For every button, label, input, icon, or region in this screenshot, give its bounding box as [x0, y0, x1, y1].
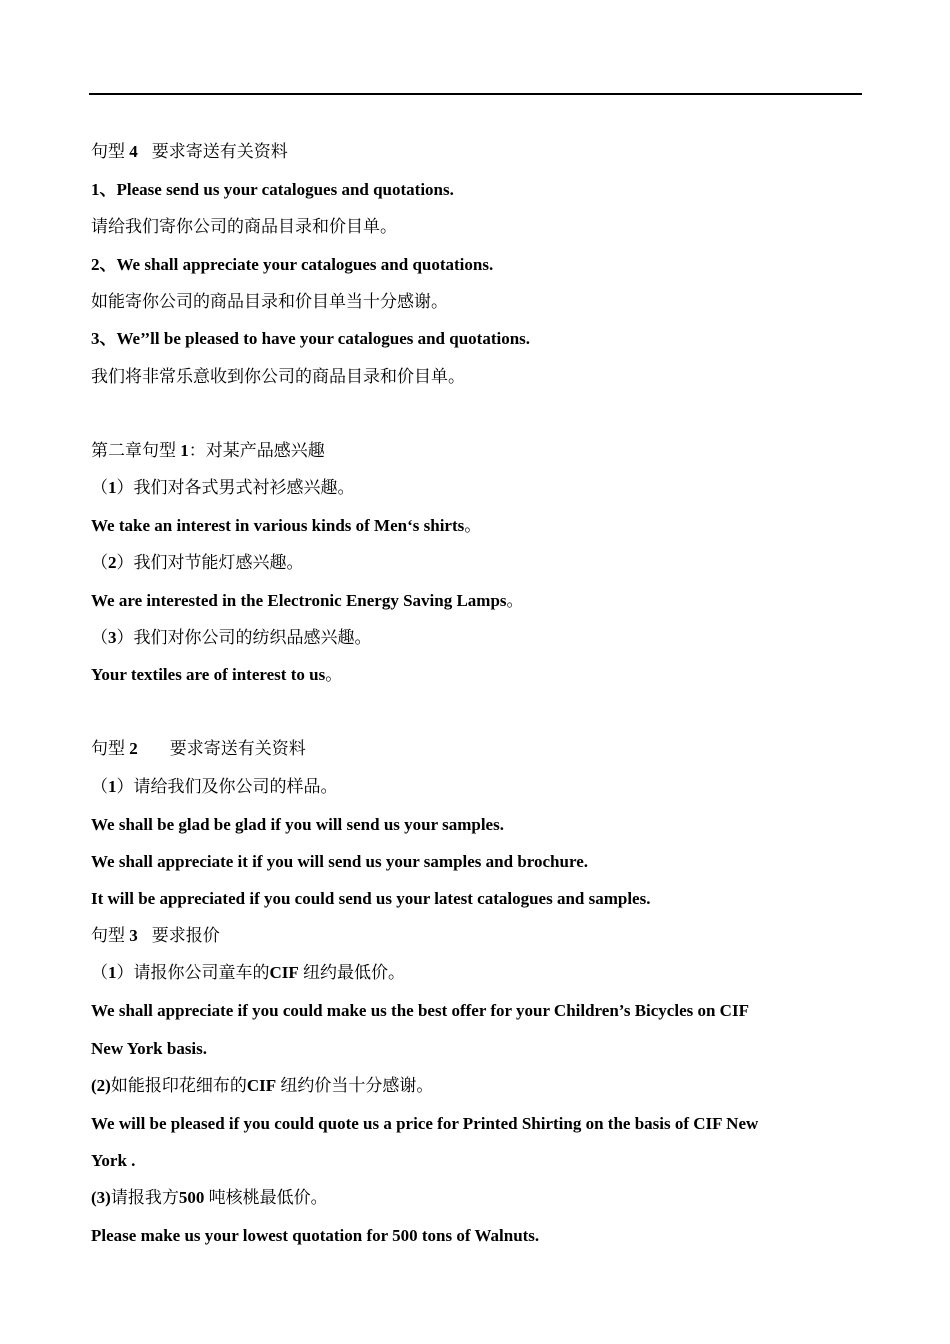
item-chinese: 吨核桃最低价。: [208, 1188, 328, 1207]
chinese-sentence: 我们将非常乐意收到你公司的商品目录和价目单。: [91, 367, 465, 386]
heading-separator: ：: [188, 441, 206, 460]
english-sentence: New York basis.: [91, 1039, 208, 1058]
item-number: (3): [91, 1188, 111, 1207]
english-sentence: [91, 179, 871, 201]
heading-number: 1: [180, 441, 189, 460]
english-sentence: [91, 664, 871, 686]
english-sentence: We shall be glad be glad if you will send us your samples.: [91, 815, 504, 834]
heading-text: 对某产品感兴趣: [205, 441, 325, 460]
section-heading-4: [91, 141, 871, 163]
item-chinese: 请报你公司童车的: [133, 963, 270, 982]
item-number: 1: [108, 478, 117, 497]
item-english: We are interested in the Electronic Energy Saving Lamps: [91, 591, 507, 610]
english-sentence: [91, 328, 871, 350]
paren-close: ）: [116, 777, 134, 796]
item-number: 1、: [91, 180, 117, 199]
item-chinese: 请给我们及你公司的样品。: [133, 777, 338, 796]
chinese-sentence: [91, 552, 871, 574]
item-number: 2: [108, 553, 117, 572]
heading-text: 要求寄送有关资料: [169, 739, 306, 758]
item-chinese: 纽约最低价。: [303, 963, 406, 982]
paren-open: （: [91, 777, 108, 796]
english-sentence: Please make us your lowest quotation for 500 tons of Walnuts.: [91, 1226, 540, 1245]
paren-close: ）: [116, 628, 134, 647]
item-number: 2、: [91, 255, 117, 274]
cif-term: CIF: [246, 1076, 277, 1095]
quantity: 500: [178, 1188, 205, 1207]
item-number: 3、: [91, 329, 117, 348]
heading-number: 4: [129, 142, 138, 161]
english-sentence: It will be appreciated if you could send us your latest catalogues and samples.: [91, 889, 651, 908]
item-english: We take an interest in various kinds of Men‘s shirts: [91, 516, 465, 535]
item-english: We’’ll be pleased to have your catalogues and quotations.: [116, 329, 531, 348]
paren-close: ）: [116, 553, 134, 572]
heading-prefix: 句型: [91, 142, 125, 161]
chinese-sentence: [91, 1075, 871, 1097]
item-chinese: 如能报印花细布的: [110, 1076, 247, 1095]
heading-text: 要求报价: [151, 926, 220, 945]
item-english: Please send us your catalogues and quotations.: [116, 180, 454, 199]
paren-open: （: [91, 553, 108, 572]
heading-number: 2: [129, 739, 138, 758]
cif-term: CIF: [269, 963, 299, 982]
item-chinese: 我们对节能灯感兴趣。: [133, 553, 304, 572]
item-number: 1: [108, 963, 117, 982]
chinese-sentence: [91, 776, 871, 798]
paren-open: （: [91, 963, 108, 982]
paren-open: （: [91, 478, 108, 497]
sentence-end: 。: [325, 665, 343, 684]
item-number: (2): [91, 1076, 111, 1095]
item-chinese: 请报我方: [110, 1188, 179, 1207]
item-number: 3: [108, 628, 117, 647]
heading-prefix: 第二章句型: [91, 441, 176, 460]
item-english: We shall appreciate your catalogues and quotations.: [116, 255, 494, 274]
section-heading-2: [91, 738, 871, 760]
section-heading-3: [91, 925, 871, 947]
item-chinese: 我们对你公司的纺织品感兴趣。: [133, 628, 372, 647]
english-sentence: We will be pleased if you could quote us a price for Printed Shirting on the basis of CIF New: [91, 1114, 759, 1133]
item-chinese: 纽约价当十分感谢。: [280, 1076, 434, 1095]
sentence-end: 。: [506, 591, 524, 610]
english-sentence: We shall appreciate it if you will send us your samples and brochure.: [91, 852, 589, 871]
header-rule: [89, 93, 862, 95]
heading-number: 3: [129, 926, 138, 945]
chinese-sentence: [91, 1187, 871, 1209]
english-sentence: [91, 515, 871, 537]
english-sentence: [91, 254, 871, 276]
heading-prefix: 句型: [91, 926, 125, 945]
item-english: Your textiles are of interest to us: [91, 665, 326, 684]
english-sentence: [91, 590, 871, 612]
paren-close: ）: [116, 478, 134, 497]
chinese-sentence: [91, 627, 871, 649]
sentence-end: 。: [464, 516, 482, 535]
chinese-sentence: 如能寄你公司的商品目录和价目单当十分感谢。: [91, 292, 448, 311]
chinese-sentence: [91, 962, 871, 984]
paren-close: ）: [116, 963, 134, 982]
paren-open: （: [91, 628, 108, 647]
chapter-heading: [91, 440, 871, 462]
item-chinese: 我们对各式男式衬衫感兴趣。: [133, 478, 355, 497]
english-sentence: York .: [91, 1151, 136, 1170]
heading-prefix: 句型: [91, 739, 125, 758]
item-number: 1: [108, 777, 117, 796]
chinese-sentence: 请给我们寄你公司的商品目录和价目单。: [91, 217, 397, 236]
english-sentence: We shall appreciate if you could make us the best offer for your Children’s Bicycles on CIF: [91, 1001, 749, 1020]
chinese-sentence: [91, 477, 871, 499]
heading-text: 要求寄送有关资料: [151, 142, 288, 161]
